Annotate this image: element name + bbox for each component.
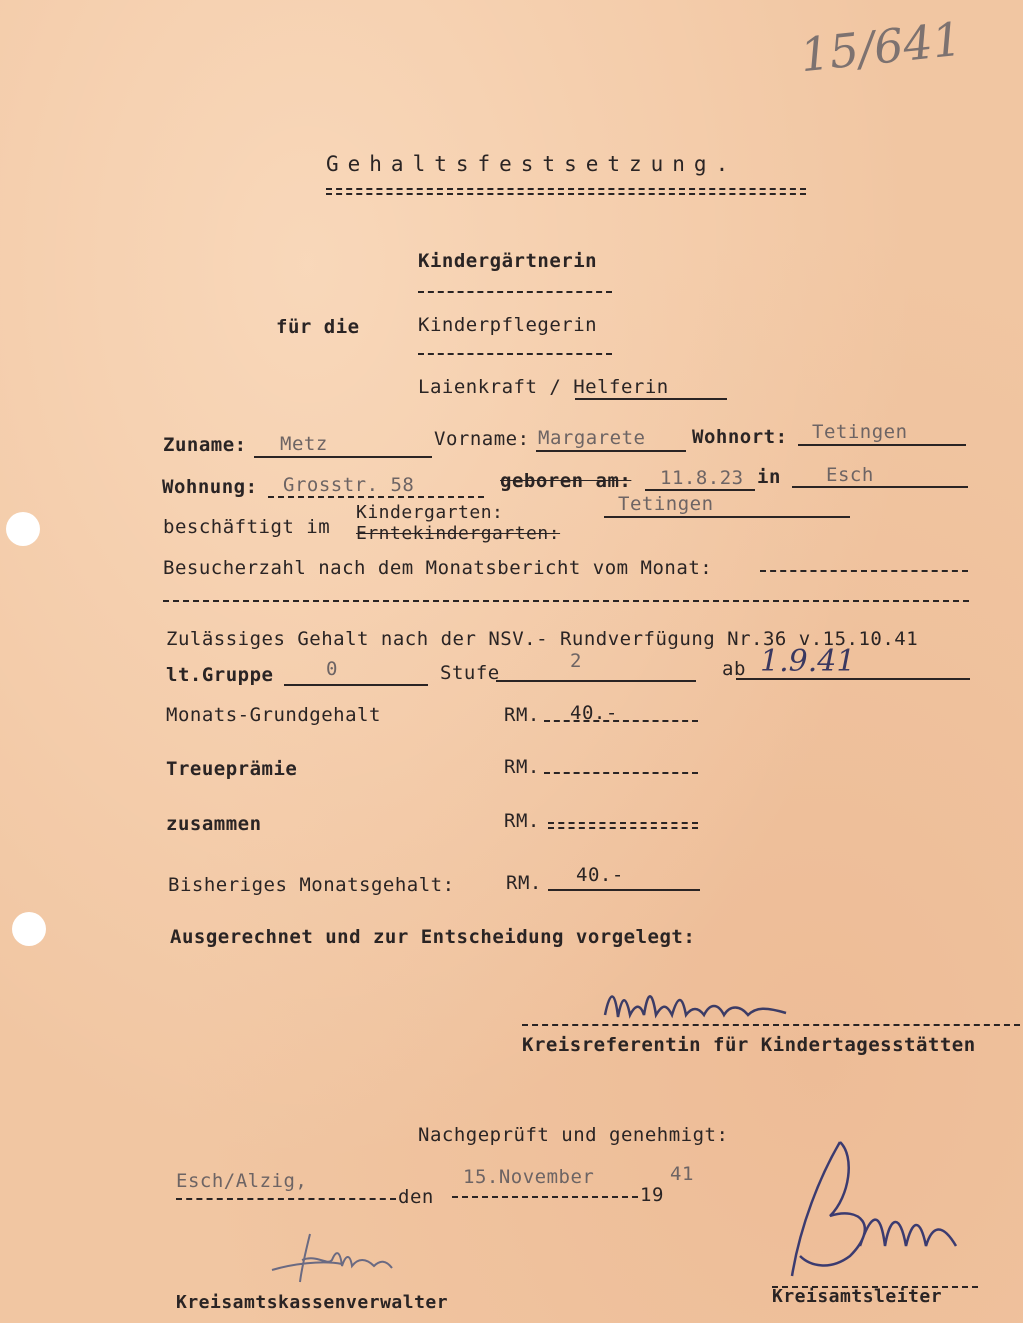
level-value: 2 [570, 650, 582, 672]
base-salary-label: Monats-Grundgehalt [166, 704, 381, 726]
role-strike-line [418, 353, 612, 355]
base-currency: RM. [504, 704, 540, 726]
firstname-label: Vorname: [434, 428, 530, 450]
employed-label: beschäftigt im [163, 516, 331, 538]
role-underline [575, 398, 727, 400]
verified-label: Nachgeprüft und genehmigt: [418, 1124, 729, 1146]
permitted-salary-label: Zulässiges Gehalt nach der NSV.- Rundverfügung Nr.36 v.15.10.41 [166, 628, 919, 650]
previous-currency: RM. [506, 872, 542, 894]
residence-value: Tetingen [812, 421, 908, 443]
employed-place-line [604, 516, 850, 518]
loyalty-line [544, 772, 698, 774]
address-value: Grosstr. 58 [283, 474, 415, 496]
date-line [452, 1196, 638, 1198]
firstname-line [536, 450, 686, 452]
employed-place-value: Tetingen [618, 493, 714, 515]
for-the-label: für die [276, 316, 360, 338]
role-strike-line [418, 291, 612, 293]
firstname-value: Margarete [538, 427, 646, 449]
base-salary-value: 40.- [570, 702, 618, 724]
group-label: lt.Gruppe [166, 664, 274, 686]
previous-salary-line [548, 889, 700, 891]
born-place-line [792, 486, 968, 488]
group-value: 0 [326, 658, 338, 680]
year-suffix: 41 [670, 1163, 694, 1185]
group-line [284, 684, 428, 686]
referent-signature-line [522, 1024, 1020, 1026]
loyalty-currency: RM. [504, 756, 540, 778]
surname-line [254, 456, 432, 458]
role-kinderpflegerin: Kinderpflegerin [418, 314, 598, 336]
level-label: Stufe [440, 662, 500, 684]
punch-hole [6, 512, 40, 546]
address-label: Wohnung: [162, 476, 258, 498]
den-label: den [398, 1186, 434, 1208]
total-currency: RM. [504, 810, 540, 832]
born-in-label: in [757, 466, 781, 488]
calculated-label: Ausgerechnet und zur Entscheidung vorgelegt: [170, 926, 696, 948]
surname-label: Zuname: [163, 434, 247, 456]
place-line [176, 1198, 396, 1200]
previous-salary-label: Bisheriges Monatsgehalt: [168, 874, 455, 896]
from-label: ab [722, 658, 746, 680]
visitor-count-line [760, 570, 968, 572]
total-line [548, 822, 698, 829]
level-line [496, 680, 696, 682]
visitor-count-line-2 [163, 600, 969, 602]
role-laienkraft-helferin: Laienkraft / Helferin [418, 376, 669, 398]
residence-label: Wohnort: [692, 426, 788, 448]
residence-line [798, 444, 966, 446]
surname-value: Metz [280, 433, 328, 455]
place-value: Esch/Alzig, [176, 1170, 308, 1192]
total-label: zusammen [166, 813, 262, 835]
from-date-value: 1.9.41 [760, 644, 856, 679]
leader-signature [770, 1136, 960, 1290]
archive-number: 15/641 [797, 11, 965, 83]
loyalty-bonus-label: Treueprämie [166, 758, 298, 780]
born-place-value: Esch [826, 464, 874, 486]
title-underline [326, 188, 806, 195]
visitor-count-label: Besucherzahl nach dem Monatsbericht vom Monat: [163, 557, 713, 579]
base-salary-line [544, 720, 698, 722]
employed-erntekindergarten: Erntekindergarten: [356, 523, 561, 544]
role-kindergaertnerin: Kindergärtnerin [418, 250, 598, 272]
year-prefix: 19 [640, 1184, 664, 1206]
leader-title: Kreisamtsleiter [772, 1286, 943, 1307]
born-date-line [645, 489, 755, 491]
cashier-signature [262, 1230, 402, 1294]
employed-kindergarten: Kindergarten: [356, 502, 504, 523]
previous-salary-value: 40.- [576, 864, 624, 886]
born-date-value: 11.8.23 [660, 467, 744, 489]
address-line [268, 496, 484, 498]
referent-title: Kreisreferentin für Kindertagesstätten [522, 1034, 976, 1056]
document-title: Gehaltsfestsetzung. [326, 152, 738, 176]
punch-hole [12, 912, 46, 946]
born-label: geboren am: [500, 470, 632, 492]
cashier-title: Kreisamtskassenverwalter [176, 1292, 449, 1313]
date-value: 15.November [463, 1166, 595, 1188]
referent-signature [600, 985, 800, 1034]
